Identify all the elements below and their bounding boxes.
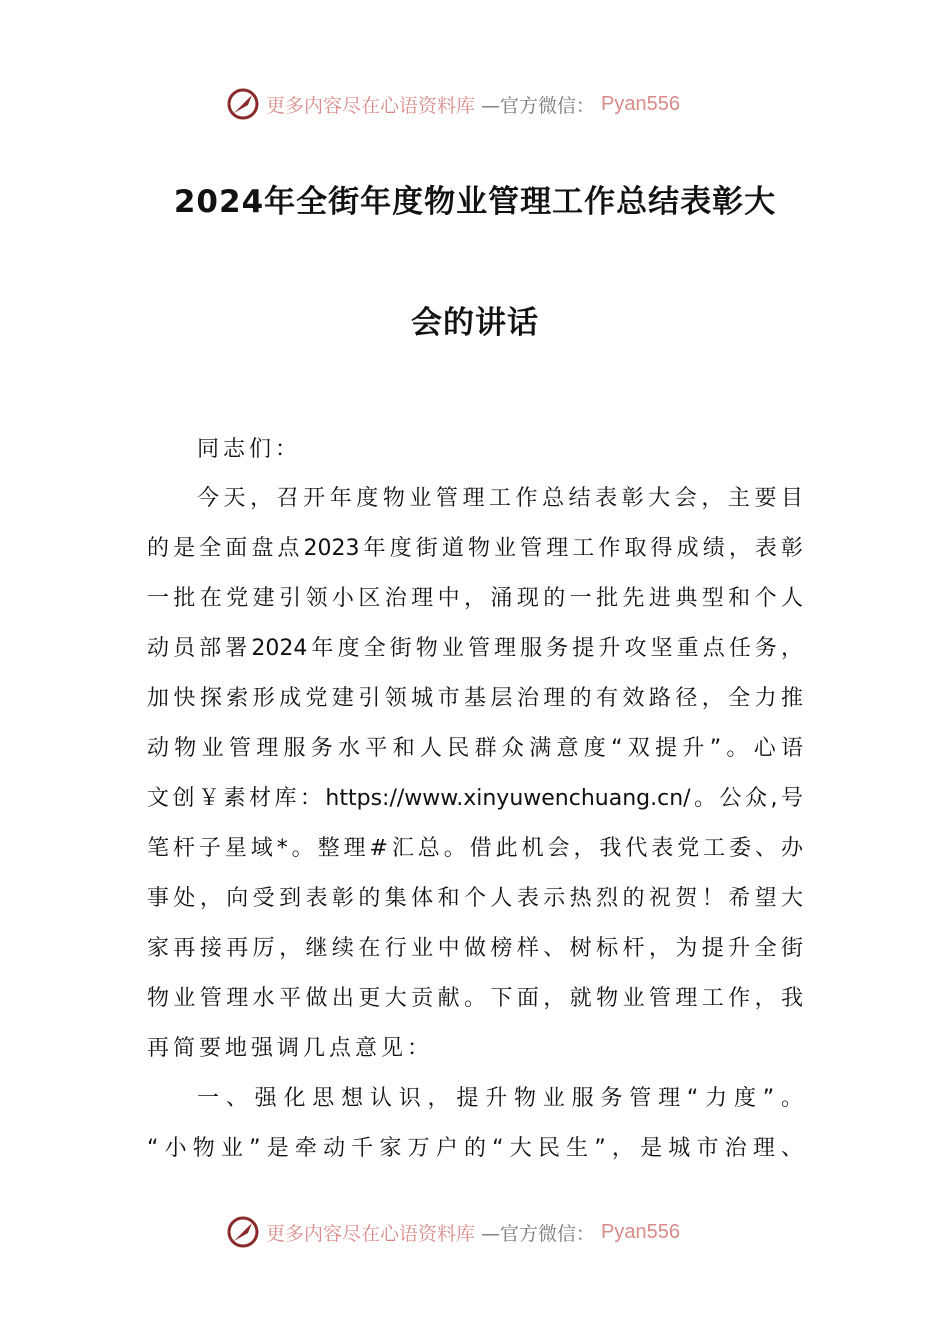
section-heading: 一、强化思想认识，提升物业服务管理“力度”。 [197, 1086, 803, 1111]
body-line: 动员部署2024年度全街物业管理服务提升攻坚重点任务， [147, 636, 803, 661]
body-line: 家再接再厉，继续在行业中做榜样、树标杆，为提升全街 [147, 936, 803, 961]
watermark-text: 更多内容尽在心语资料库 [266, 1222, 476, 1245]
watermark-footer [226, 1212, 716, 1252]
watermark-label: —官方微信： [481, 94, 596, 117]
body-line: 物业管理水平做出更大贡献。下面，就物业管理工作，我 [147, 986, 803, 1011]
body-line: 文创￥素材库：https://www.xinyuwenchuang.cn/。公众,号 [147, 786, 803, 811]
watermark-text: 更多内容尽在心语资料库 [266, 94, 476, 117]
body-line: 加快探索形成党建引领城市基层治理的有效路径，全力推 [147, 686, 803, 711]
body-line: 笔杆子星域*。整理#汇总。借此机会，我代表党工委、办 [147, 836, 803, 861]
watermark-label: —官方微信： [481, 1222, 596, 1245]
body-line: 再简要地强调几点意见： [147, 1036, 434, 1061]
watermark-wechat: Pyan556 [601, 1220, 680, 1243]
body-line: 今天，召开年度物业管理工作总结表彰大会，主要目 [197, 486, 803, 511]
salutation: 同志们： [197, 437, 302, 462]
document-title-line-1: 2024年全街年度物业管理工作总结表彰大 [173, 184, 777, 220]
body-line: “小物业”是牵动千家万户的“大民生”，是城市治理、 [147, 1136, 803, 1161]
watermark-wechat: Pyan556 [601, 92, 680, 115]
body-line: 动物业管理服务水平和人民群众满意度“双提升”。心语 [147, 736, 803, 761]
quill-logo-icon [226, 87, 260, 121]
body-line: 的是全面盘点2023年度街道物业管理工作取得成绩，表彰 [147, 536, 803, 561]
document-title-line-2: 会的讲话 [411, 305, 539, 341]
body-line: 一批在党建引领小区治理中，涌现的一批先进典型和个人 [147, 586, 803, 611]
body-line: 事处，向受到表彰的集体和个人表示热烈的祝贺！希望大 [147, 886, 803, 911]
quill-logo-icon [226, 1215, 260, 1249]
watermark-header [226, 84, 716, 124]
